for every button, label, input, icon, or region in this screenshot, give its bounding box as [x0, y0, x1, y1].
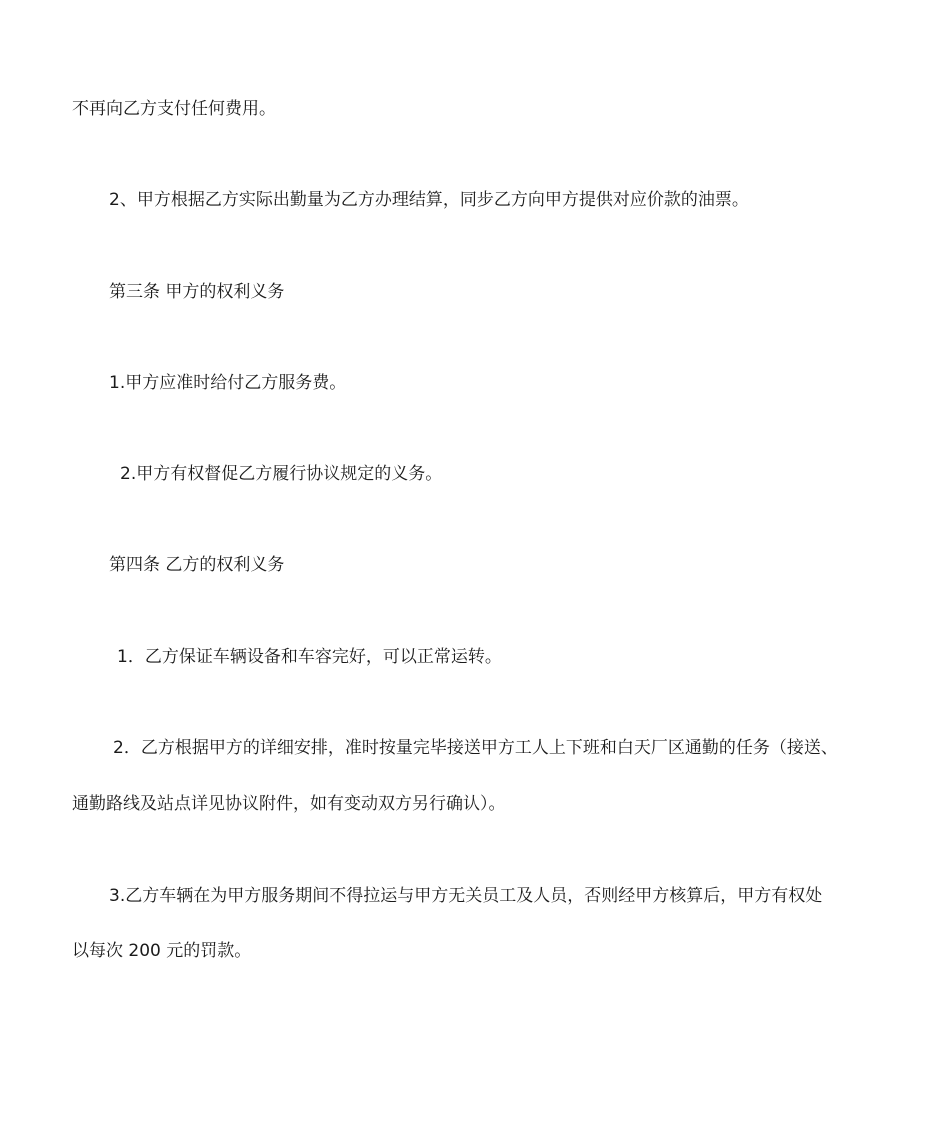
paragraph-line-9: 通勤路线及站点详见协议附件，如有变动双方另行确认）。 [72, 794, 506, 814]
paragraph-line-7: 1．乙方保证车辆设备和车容完好，可以正常运转。 [117, 647, 502, 667]
paragraph-line-1: 不再向乙方支付任何费用。 [72, 99, 276, 119]
section-heading-3: 第三条 甲方的权利义务 [109, 282, 285, 302]
paragraph-line-8: 2．乙方根据甲方的详细安排，准时按量完毕接送甲方工人上下班和白天厂区通勤的任务（接送、 [113, 738, 838, 758]
section-heading-4: 第四条 乙方的权利义务 [109, 555, 285, 575]
paragraph-line-11: 以每次 200 元的罚款。 [72, 941, 252, 961]
paragraph-line-5: 2.甲方有权督促乙方履行协议规定的义务。 [120, 464, 443, 484]
paragraph-line-4: 1.甲方应准时给付乙方服务费。 [109, 373, 347, 393]
paragraph-line-10: 3.乙方车辆在为甲方服务期间不得拉运与甲方无关员工及人员，否则经甲方核算后，甲方有权处 [109, 886, 823, 906]
paragraph-line-2: 2、甲方根据乙方实际出勤量为乙方办理结算，同步乙方向甲方提供对应价款的油票。 [109, 190, 749, 210]
